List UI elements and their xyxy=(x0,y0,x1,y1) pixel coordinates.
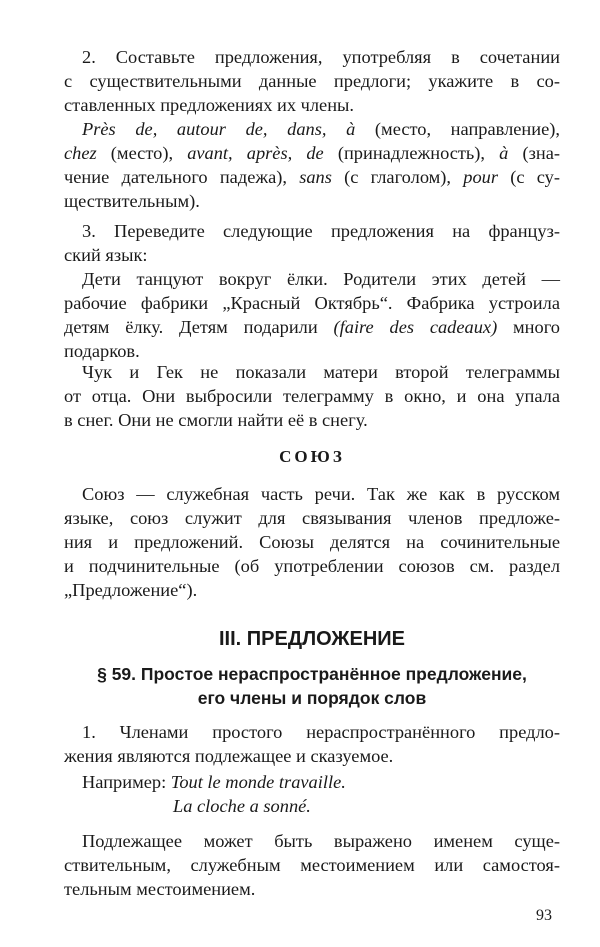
prepositions-italic: Près de, autour de, dans, à xyxy=(82,119,356,139)
example-2: La cloche a sonné. xyxy=(173,796,311,816)
prepositions-line-2: chez (место), avant, après, de (принадлежность), à (зна- xyxy=(64,143,560,163)
ex2-line-1: 2. Составьте предложения, употребляя в сочетании xyxy=(82,47,560,67)
soyuz-line-3: ния и предложений. Союзы делятся на сочинительные xyxy=(64,532,560,552)
chapter-title: III. ПРЕДЛОЖЕНИЕ xyxy=(219,628,405,650)
ex3-p2-line-3: в снег. Они не смогли найти её в снегу. xyxy=(64,410,368,430)
example-row-2 xyxy=(173,794,473,818)
section-para-line-2: ствительным, служебным местоимением или самостоя- xyxy=(64,855,560,875)
ex3-p2-line-1: Чук и Гек не показали матери второй телеграммы xyxy=(82,362,560,382)
ex3-line-2: ский язык: xyxy=(64,245,148,265)
ex3-p1-line-3: детям ёлку. Детям подарили (faire des cadeaux) много xyxy=(64,317,560,337)
prepositions-line-1: Près de, autour de, dans, à (место, направление), xyxy=(82,119,560,139)
section-line-2: жения являются подлежащее и сказуемое. xyxy=(64,746,394,766)
soyuz-line-5: „Предложение“). xyxy=(64,580,198,600)
section-title-line-2: его члены и порядок слов xyxy=(197,688,427,708)
ex3-line-1: 3. Переведите следующие предложения на француз- xyxy=(82,221,560,241)
ex2-line-3: ставленных предложениях их члены. xyxy=(64,95,355,115)
ex3-p1-line-4: подарков. xyxy=(64,341,140,361)
soyuz-line-4: и подчинительные (об употреблении союзов см. раздел xyxy=(64,556,560,576)
ex3-p1-line-2: рабочие фабрики „Красный Октябрь“. Фабрика устроила xyxy=(64,293,560,313)
soyuz-heading: СОЮЗ xyxy=(279,447,345,466)
soyuz-line-2: языке, союз служит для связывания членов предложе- xyxy=(64,508,560,528)
example-row-1 xyxy=(82,770,560,794)
ex2-line-2: с существительными данные предлоги; укажите в со- xyxy=(64,71,560,91)
section-line-1: 1. Членами простого нераспространённого предло- xyxy=(82,722,560,742)
page-number: 93 xyxy=(536,907,552,924)
prepositions-line-3: чение дательного падежа), sans (с глаголом), pour (с су- xyxy=(64,167,560,187)
prepositions-line-4: ществительным). xyxy=(64,191,200,211)
example-label: Например: xyxy=(82,772,167,792)
ex3-p2-line-2: от отца. Они выбросили телеграмму в окно, и она упала xyxy=(64,386,560,406)
section-para-line-1: Подлежащее может быть выражено именем суще- xyxy=(82,831,560,851)
ex3-p1-line-1: Дети танцуют вокруг ёлки. Родители этих детей — xyxy=(82,269,560,289)
section-para-line-3: тельным местоимением. xyxy=(64,879,256,899)
example-1: Tout le monde travaille. xyxy=(170,772,346,792)
soyuz-line-1: Союз — служебная часть речи. Так же как в русском xyxy=(82,484,560,504)
section-title-line-1: § 59. Простое нераспространённое предложение, xyxy=(97,664,527,684)
